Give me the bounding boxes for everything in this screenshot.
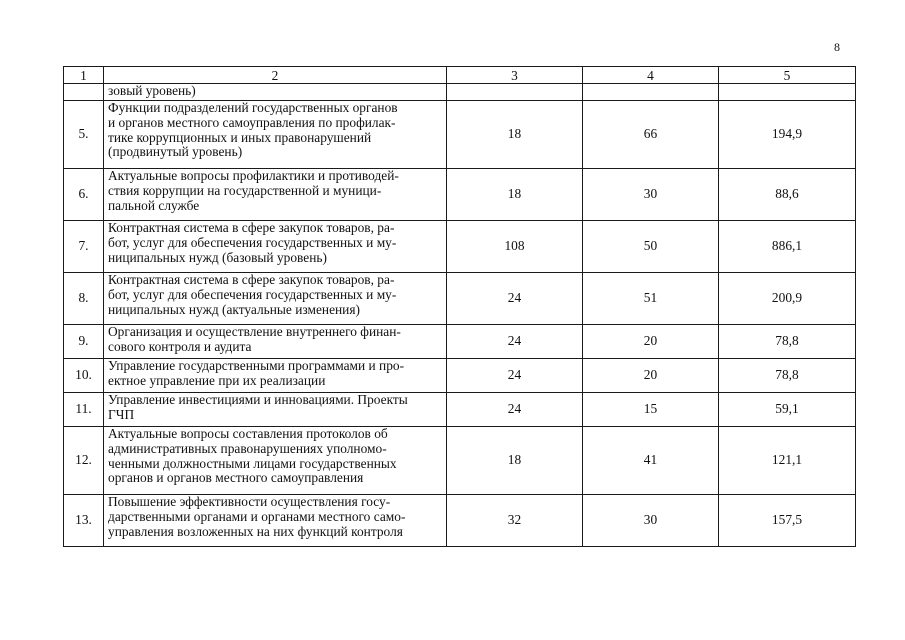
table-row <box>64 495 856 547</box>
column-5-value: 886,1 <box>719 221 856 273</box>
table-row <box>64 101 856 169</box>
course-name: Организация и осуществление внутреннего финан- сового контроля и аудита <box>104 325 447 359</box>
column-4-value: 20 <box>583 325 719 359</box>
column-4-value: 30 <box>583 169 719 221</box>
column-3-value: 108 <box>447 221 583 273</box>
column-3-value: 24 <box>447 273 583 325</box>
column-5-value: 88,6 <box>719 169 856 221</box>
column-5-value: 78,8 <box>719 359 856 393</box>
table-row <box>64 273 856 325</box>
row-number <box>64 84 104 101</box>
table-row <box>64 427 856 495</box>
row-number: 12. <box>64 427 104 495</box>
table-row <box>64 221 856 273</box>
header-cell-1: 1 <box>64 67 104 84</box>
course-name: Управление государственными программами и про- ектное управление при их реализации <box>104 359 447 393</box>
column-3-value: 24 <box>447 325 583 359</box>
course-name: Управление инвестициями и инновациями. Проекты ГЧП <box>104 393 447 427</box>
table-row <box>64 325 856 359</box>
column-5-value <box>719 84 856 101</box>
row-number: 5. <box>64 101 104 169</box>
row-number: 10. <box>64 359 104 393</box>
header-row <box>64 67 856 84</box>
courses-table <box>63 66 856 547</box>
course-name: Актуальные вопросы профилактики и противодей- ствия коррупции на государственной и муници- пальной службе <box>104 169 447 221</box>
course-name: Контрактная система в сфере закупок товаров, ра- бот, услуг для обеспечения государственных и му- ниципальных нужд (актуальные изменения) <box>104 273 447 325</box>
column-4-value: 41 <box>583 427 719 495</box>
header-cell-4: 4 <box>583 67 719 84</box>
column-4-value: 15 <box>583 393 719 427</box>
column-4-value: 30 <box>583 495 719 547</box>
column-5-value: 200,9 <box>719 273 856 325</box>
row-number: 11. <box>64 393 104 427</box>
course-name: Повышение эффективности осуществления госу- дарственными органами и органами местного само- управления возложенных на них функций контроля <box>104 495 447 547</box>
column-5-value: 78,8 <box>719 325 856 359</box>
row-number: 8. <box>64 273 104 325</box>
column-4-value <box>583 84 719 101</box>
column-5-value: 157,5 <box>719 495 856 547</box>
header-cell-3: 3 <box>447 67 583 84</box>
column-3-value: 24 <box>447 359 583 393</box>
column-4-value: 50 <box>583 221 719 273</box>
header-cell-5: 5 <box>719 67 856 84</box>
row-number: 13. <box>64 495 104 547</box>
table-row <box>64 359 856 393</box>
table-row-continuation <box>64 84 856 101</box>
column-3-value: 18 <box>447 169 583 221</box>
column-4-value: 66 <box>583 101 719 169</box>
column-5-value: 59,1 <box>719 393 856 427</box>
column-3-value: 18 <box>447 427 583 495</box>
row-number: 6. <box>64 169 104 221</box>
column-4-value: 51 <box>583 273 719 325</box>
course-name: Контрактная система в сфере закупок товаров, ра- бот, услуг для обеспечения государственных и му- ниципальных нужд (базовый уровень) <box>104 221 447 273</box>
column-3-value: 32 <box>447 495 583 547</box>
course-name: Актуальные вопросы составления протоколов об административных правонарушениях уполномо- ченными должностными лицами государственных органов и органов местного самоуправления <box>104 427 447 495</box>
column-3-value: 18 <box>447 101 583 169</box>
column-3-value <box>447 84 583 101</box>
table-row <box>64 393 856 427</box>
row-number: 7. <box>64 221 104 273</box>
row-number: 9. <box>64 325 104 359</box>
course-name: Функции подразделений государственных органов и органов местного самоуправления по профилак- тике коррупционных и иных правонарушений (продвинутый уровень) <box>104 101 447 169</box>
column-5-value: 194,9 <box>719 101 856 169</box>
column-4-value: 20 <box>583 359 719 393</box>
column-5-value: 121,1 <box>719 427 856 495</box>
table-row <box>64 169 856 221</box>
table-body <box>64 67 856 547</box>
page-number: 8 <box>834 40 840 54</box>
column-3-value: 24 <box>447 393 583 427</box>
header-cell-2: 2 <box>104 67 447 84</box>
course-name: зовый уровень) <box>104 84 447 101</box>
